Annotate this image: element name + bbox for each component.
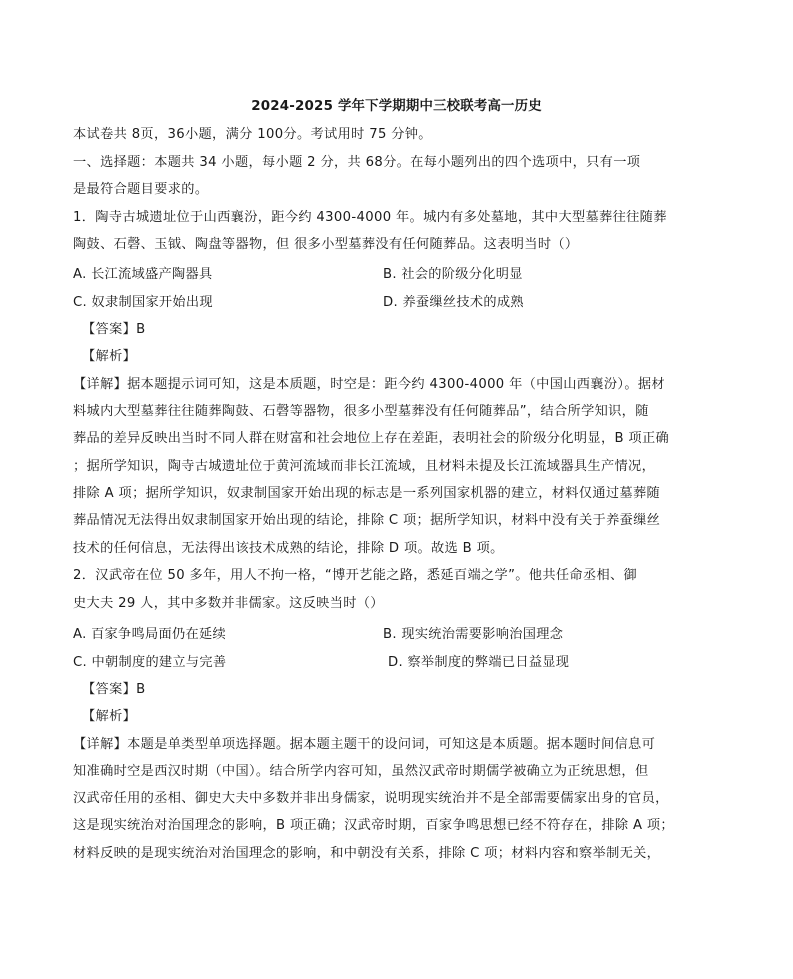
question-2-option-c: C. 中朝制度的建立与完善 — [73, 655, 227, 670]
question-2-detail-line: 汉武帝任用的丞相、御史大夫中多数并非出身儒家，说明现实统治并不是全部需要儒家出身的官员， — [73, 791, 669, 806]
question-2-stem-cont: 史大夫 29 人，其中多数并非儒家。这反映当时（） — [73, 596, 384, 611]
question-1-detail-line: ；据所学知识，陶寺古城遗址位于黄河流域而非长江流域，且材料未提及长江流域器具生产情况， — [73, 459, 656, 474]
question-1-answer: 【答案】B — [82, 322, 146, 337]
question-1-detail-line: 技术的任何信息，无法得出该技术成熟的结论，排除 D 项。故选 B 项。 — [73, 541, 504, 556]
page-title: 2024-2025 学年下学期期中三校联考高一历史 — [251, 99, 542, 114]
question-1-analysis-label: 【解析】 — [82, 349, 137, 364]
question-1-option-a: A. 长江流域盛产陶器具 — [73, 267, 213, 282]
question-1-detail-line: 排除 A 项；据所学知识，奴隶制国家开始出现的标志是一系列国家机器的建立，材料仅通过墓葬随 — [73, 486, 661, 501]
section-heading-cont: 是最符合题目要求的。 — [73, 182, 209, 197]
question-2-detail-line: 材料反映的是现实统治对治国理念的影响，和中朝没有关系，排除 C 项；材料内容和察举制无关， — [73, 846, 661, 861]
question-2-stem: 2．汉武帝在位 50 多年，用人不拘一格，“博开艺能之路，悉延百端之学”。他共任命丞相、御 — [73, 568, 638, 583]
question-2-detail-line: 【详解】本题是单类型单项选择题。据本题主题干的设问词，可知这是本质题。据本题时间信息可 — [73, 737, 656, 752]
question-1-stem-cont: 陶鼓、石磬、玉钺、陶盘等器物，但 很多小型墓葬没有任何随葬品。这表明当时（） — [73, 237, 579, 252]
exam-intro: 本试卷共 8页，36小题，满分 100分。考试用时 75 分钟。 — [73, 127, 432, 142]
section-heading: 一、选择题：本题共 34 小题，每小题 2 分，共 68分。在每小题列出的四个选项中，只有一项 — [73, 155, 641, 170]
question-2-answer: 【答案】B — [82, 682, 146, 697]
question-1-detail-line: 葬品的差异反映出当时不同人群在财富和社会地位上存在差距，表明社会的阶级分化明显，B 项正确 — [73, 431, 670, 446]
question-1-detail-line: 【详解】据本题提示词可知，这是本质题，时空是：距今约 4300-4000 年（中国山西襄汾）。据材 — [73, 377, 665, 392]
question-1-stem: 1．陶寺古城遗址位于山西襄汾，距今约 4300-4000 年。城内有多处墓地，其中大型墓葬往往随葬 — [73, 210, 667, 225]
question-2-analysis-label: 【解析】 — [82, 709, 137, 724]
question-2-option-a: A. 百家争鸣局面仍在延续 — [73, 627, 226, 642]
question-1-detail-line: 料城内大型墓葬往往随葬陶鼓、石磬等器物，很多小型墓葬没有任何随葬品”，结合所学知识，随 — [73, 404, 649, 419]
question-1-option-d: D. 养蚕缫丝技术的成熟 — [383, 295, 524, 310]
question-2-option-d: D. 察举制度的弊端已日益显现 — [388, 655, 570, 670]
question-1-option-c: C. 奴隶制国家开始出现 — [73, 295, 213, 310]
question-2-option-b: B. 现实统治需要影响治国理念 — [383, 627, 564, 642]
question-1-option-b: B. 社会的阶级分化明显 — [383, 267, 523, 282]
question-2-detail-line: 这是现实统治对治国理念的影响，B 项正确；汉武帝时期，百家争鸣思想已经不符存在，排除 A 项； — [73, 818, 674, 833]
question-2-detail-line: 知准确时空是西汉时期（中国）。结合所学内容可知，虽然汉武帝时期儒学被确立为正统思想，但 — [73, 764, 649, 779]
question-1-detail-line: 葬品情况无法得出奴隶制国家开始出现的结论，排除 C 项；据所学知识，材料中没有关于养蚕缫丝 — [73, 513, 661, 528]
